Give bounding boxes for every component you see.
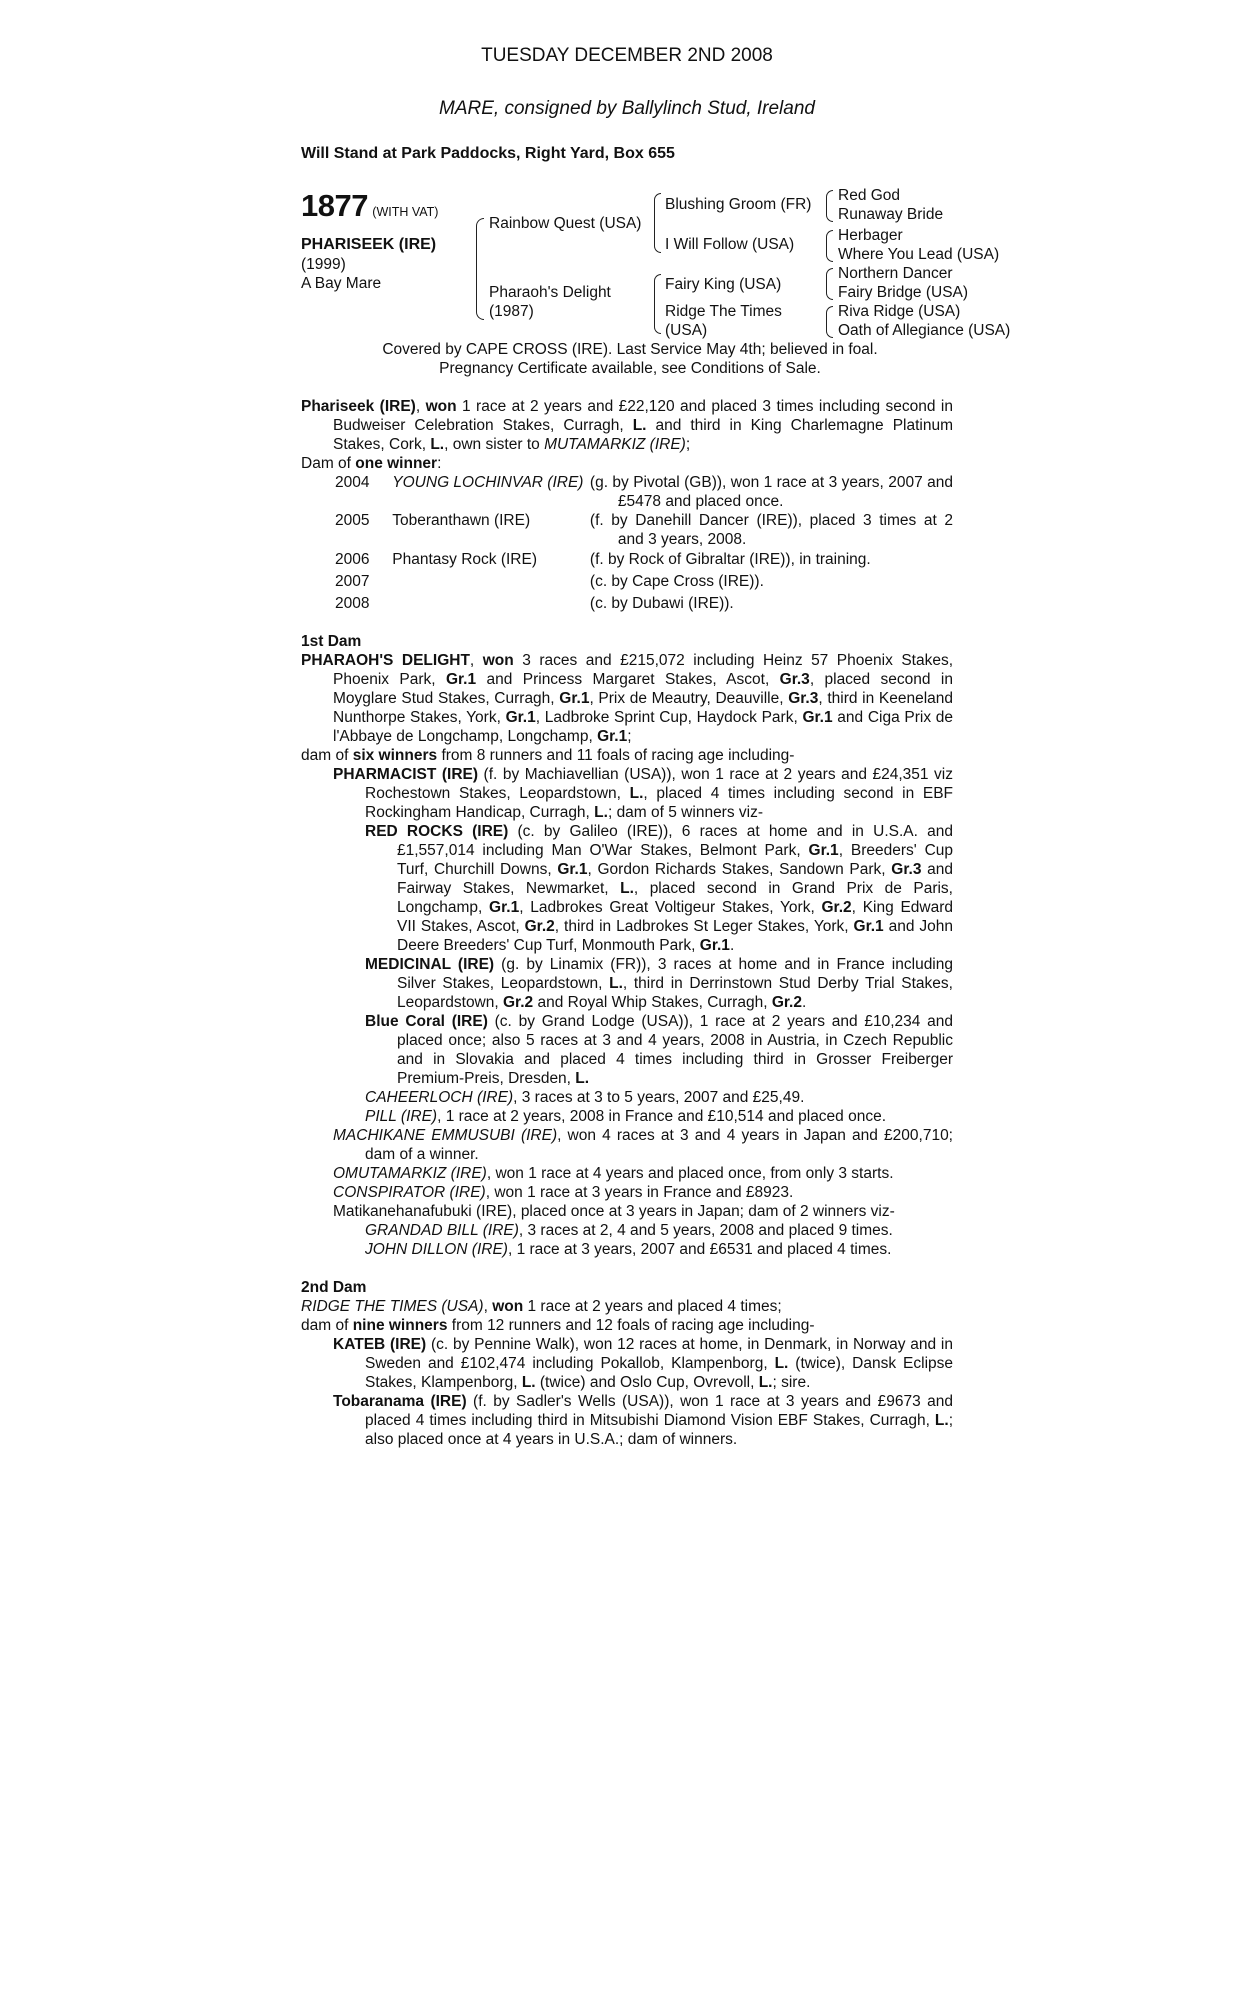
progeny-john-dillon: JOHN DILLON (IRE), 1 race at 3 years, 2007 and £6531 and placed 4 times. xyxy=(365,1241,892,1258)
vat-note: (WITH VAT) xyxy=(372,205,439,219)
pedigree-sds: Herbager xyxy=(838,227,903,244)
pedigree-ssd: Runaway Bride xyxy=(838,206,944,223)
progeny-matikane: Matikanehanafubuki (IRE), placed once at 3 years in Japan; dam of 2 winners viz- xyxy=(333,1203,895,1220)
mare-dam-of: Dam of one winner: xyxy=(301,455,442,472)
sale-date: TUESDAY DECEMBER 2ND 2008 xyxy=(481,45,773,66)
pedigree-dam-line1: Pharaoh's Delight xyxy=(489,284,611,301)
progeny-blue-coral: Blue Coral (IRE) (c. by Grand Lodge (USA)), 1 race at 2 years and £10,234 and placed once; also 5 races at 3 and 4 years, 2008 in Austria, in Czech Republic and in Slovakia and placed 4 times including third in Grosser Freiberger Premium-Preis, Dresden, L. xyxy=(365,1013,954,1087)
pedigree-brace-dd xyxy=(826,306,833,338)
pedigree-ds: Fairy King (USA) xyxy=(665,276,782,293)
foal-list xyxy=(301,473,953,613)
horse-year: (1999) xyxy=(301,256,346,273)
pedigree-brace-ss xyxy=(826,190,833,222)
pedigree-ddd: Oath of Allegiance (USA) xyxy=(838,322,1011,339)
foal-name: Phantasy Rock (IRE) xyxy=(392,551,537,568)
foal-row xyxy=(301,511,953,549)
pedigree-brace-dam xyxy=(654,274,661,334)
pedigree-dam-line2: (1987) xyxy=(489,303,534,320)
catalogue-body xyxy=(301,397,953,1449)
foal-desc: (c. by Dubawi (IRE)). xyxy=(589,595,734,612)
foal-year: 2004 xyxy=(335,474,370,491)
covered-line1: Covered by CAPE CROSS (IRE). Last Service May 4th; believed in foal. xyxy=(382,341,878,358)
progeny-red-rocks: RED ROCKS (IRE) (c. by Galileo (IRE)), 6 races at home and in U.S.A. and £1,557,014 including Man O'War Stakes, Belmont Park, Gr.1, Breeders' Cup Turf, Churchill Downs, Gr.1, Gordon Richards Stakes, Sandown Park, Gr.3 and Fairway Stakes, Newmarket, L., placed second in Grand Prix de Paris, Longchamp, Gr.1, Ladbrokes Great Voltigeur Stakes, York, Gr.2, King Edward VII Stakes, Ascot, Gr.2, third in Ladbrokes St Leger Stakes, York, Gr.1 and John Deere Breeders' Cup Turf, Monmouth Park, Gr.1. xyxy=(365,823,954,954)
lot-number: 1877 xyxy=(301,188,368,223)
foal-name: YOUNG LOCHINVAR (IRE) xyxy=(392,474,584,491)
stand-location: Will Stand at Park Paddocks, Right Yard, Box 655 xyxy=(301,145,675,162)
foal-name xyxy=(392,594,590,613)
pedigree-sdd: Where You Lead (USA) xyxy=(838,246,1000,263)
mare-won: won xyxy=(425,398,457,415)
foal-year: 2008 xyxy=(335,595,370,612)
first-dam-produce-summary: dam of six winners from 8 runners and 11 foals of racing age including- xyxy=(301,747,795,764)
mare-name: Phariseek (IRE) xyxy=(301,398,416,415)
foal-desc: (f. by Danehill Dancer (IRE)), placed 3 times at 2 and 3 years, 2008. xyxy=(589,512,953,548)
horse-name: PHARISEEK (IRE) xyxy=(301,236,437,253)
foal-year: 2007 xyxy=(335,573,370,590)
progeny-machikane: MACHIKANE EMMUSUBI (IRE), won 4 races at 3 and 4 years in Japan and £200,710; dam of a winner. xyxy=(333,1127,953,1163)
foal-row xyxy=(301,473,953,511)
foal-row xyxy=(301,594,953,613)
second-dam-paragraph: RIDGE THE TIMES (USA), won 1 race at 2 years and placed 4 times; xyxy=(301,1298,782,1315)
horse-description: A Bay Mare xyxy=(301,275,382,292)
foal-desc: (c. by Cape Cross (IRE)). xyxy=(589,573,764,590)
progeny-pill: PILL (IRE), 1 race at 2 years, 2008 in France and £10,514 and placed once. xyxy=(365,1108,887,1125)
foal-desc: (g. by Pivotal (GB)), won 1 race at 3 years, 2007 and £5478 and placed once. xyxy=(589,474,953,510)
progeny-caheerloch: CAHEERLOCH (IRE), 3 races at 3 to 5 years, 2007 and £25,49. xyxy=(365,1089,805,1106)
pedigree-sd: I Will Follow (USA) xyxy=(665,236,795,253)
second-dam-heading: 2nd Dam xyxy=(301,1279,367,1296)
mare-sister: MUTAMARKIZ (IRE) xyxy=(544,436,686,453)
progeny-omutamarkiz: OMUTAMARKIZ (IRE), won 1 race at 4 years and placed once, from only 3 starts. xyxy=(333,1165,894,1182)
first-dam-heading: 1st Dam xyxy=(301,633,362,650)
progeny-pharmacist: PHARMACIST (IRE) (f. by Machiavellian (USA)), won 1 race at 2 years and £24,351 viz Rochestown Stakes, Leopardstown, L., placed 4 times including second in EBF Rockingham Handicap, Curragh, L.; dam of 5 winners viz- xyxy=(333,766,954,821)
pedigree-dd-line1: Ridge The Times xyxy=(665,303,782,320)
foal-name: Toberanthawn (IRE) xyxy=(392,512,531,529)
foal-year: 2005 xyxy=(335,512,370,529)
foal-year: 2006 xyxy=(335,551,370,568)
first-dam-paragraph: PHARAOH'S DELIGHT, won 3 races and £215,072 including Heinz 57 Phoenix Stakes, Phoenix Park, Gr.1 and Princess Margaret Stakes, Ascot, Gr.3, placed second in Moyglare Stud Stakes, Curragh, Gr.1, Prix de Meautry, Deauville, Gr.3, third in Keeneland Nunthorpe Stakes, York, Gr.1, Ladbroke Sprint Cup, Haydock Park, Gr.1 and Ciga Prix de l'Abbaye de Longchamp, Longchamp, Gr.1; xyxy=(301,652,954,745)
pedigree-sss: Red God xyxy=(838,187,901,204)
pedigree-brace-ds xyxy=(826,268,833,300)
pedigree-dsd: Fairy Bridge (USA) xyxy=(838,284,969,301)
progeny-conspirator: CONSPIRATOR (IRE), won 1 race at 3 years in France and £8923. xyxy=(333,1184,794,1201)
pedigree-brace-main xyxy=(476,218,484,320)
progeny-grandad-bill: GRANDAD BILL (IRE), 3 races at 2, 4 and 5 years, 2008 and placed 9 times. xyxy=(365,1222,893,1239)
pedigree-brace-sd xyxy=(826,230,833,262)
pedigree-dds: Riva Ridge (USA) xyxy=(838,303,961,320)
pedigree-sire: Rainbow Quest (USA) xyxy=(489,215,642,232)
progeny-medicinal: MEDICINAL (IRE) (g. by Linamix (FR)), 3 races at home and in France including Silver Stakes, Leopardstown, L., third in Derrinstown Stud Derby Trial Stakes, Leopardstown, Gr.2 and Royal Whip Stakes, Curragh, Gr.2. xyxy=(365,956,953,1011)
progeny-kateb: KATEB (IRE) (c. by Pennine Walk), won 12 races at home, in Denmark, in Norway and in Sweden and £102,474 including Pokallob, Klampenborg, L. (twice), Dansk Eclipse Stakes, Klampenborg, L. (twice) and Oslo Cup, Ovrevoll, L.; sire. xyxy=(333,1336,954,1391)
foal-name xyxy=(392,572,590,591)
second-dam-produce-summary: dam of nine winners from 12 runners and 12 foals of racing age including- xyxy=(301,1317,815,1334)
covered-line2: Pregnancy Certificate available, see Conditions of Sale. xyxy=(439,360,821,377)
pedigree-dd-line2: (USA) xyxy=(665,322,708,339)
foal-desc: (f. by Rock of Gibraltar (IRE)), in training. xyxy=(589,551,871,568)
progeny-tobaranama: Tobaranama (IRE) (f. by Sadler's Wells (USA)), won 1 race at 3 years and £9673 and placed 4 times including third in Mitsubishi Diamond Vision EBF Stakes, Curragh, L.; also placed once at 4 years in U.S.A.; dam of winners. xyxy=(333,1393,953,1448)
foal-row xyxy=(301,550,953,569)
pedigree-brace-sire xyxy=(654,193,661,253)
foal-row xyxy=(301,572,953,591)
pedigree-ss: Blushing Groom (FR) xyxy=(665,196,812,213)
lot-header xyxy=(301,188,438,224)
consignment: MARE, consigned by Ballylinch Stud, Ireland xyxy=(439,98,815,119)
pedigree-dss: Northern Dancer xyxy=(838,265,953,282)
mare-paragraph: Phariseek (IRE), won 1 race at 2 years and £22,120 and placed 3 times including second in Budweiser Celebration Stakes, Curragh, L. and third in King Charlemagne Platinum Stakes, Cork, L., own sister to MUTAMARKIZ (IRE); xyxy=(301,398,953,453)
